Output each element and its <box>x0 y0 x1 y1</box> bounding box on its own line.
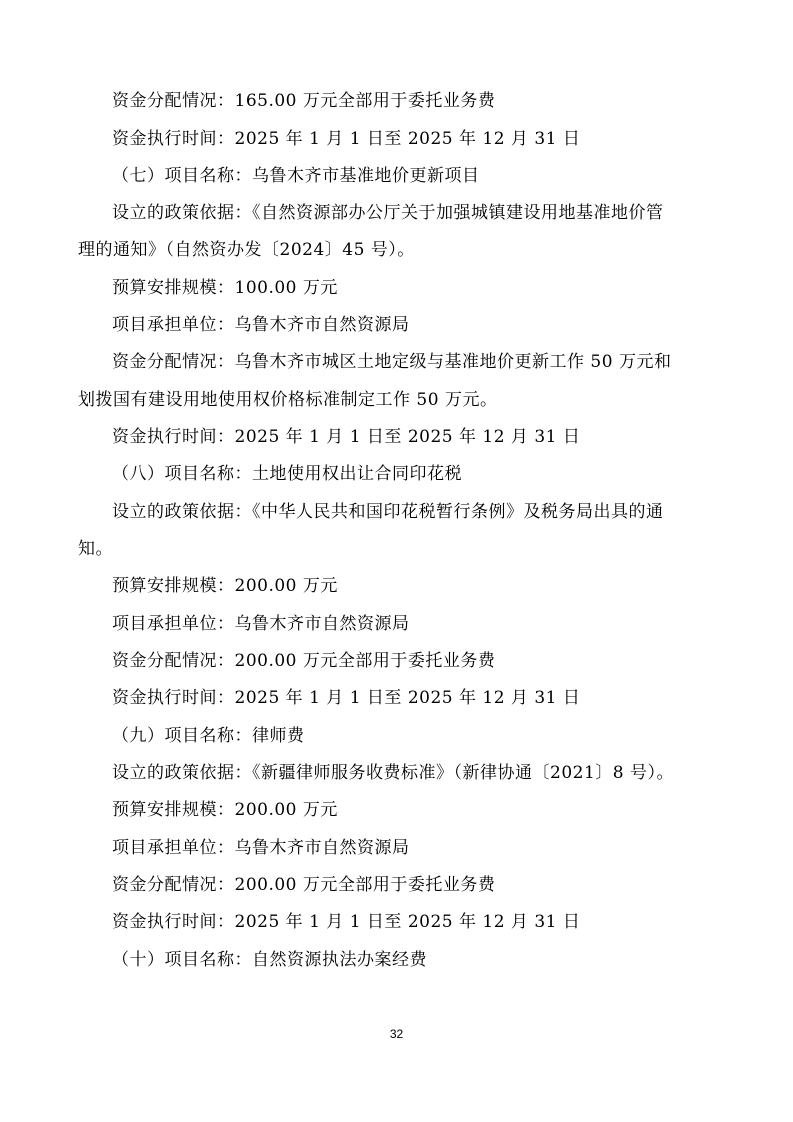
text-line: 划拨国有建设用地使用权价格标准制定工作 50 万元。 <box>78 390 498 410</box>
section-heading: （八）项目名称：土地使用权出让合同印花税 <box>112 464 462 484</box>
text-line: 设立的政策依据：《自然资源部办公厅关于加强城镇建设用地基准地价管 <box>112 203 664 223</box>
text-line: 知。 <box>78 539 113 559</box>
text-line: 预算安排规模：200.00 万元 <box>112 800 338 820</box>
page-number: 32 <box>389 1027 404 1041</box>
text-line: 资金分配情况：200.00 万元全部用于委托业务费 <box>112 651 496 671</box>
text-line: 资金执行时间：2025 年 1 月 1 日至 2025 年 12 月 31 日 <box>112 427 581 447</box>
text-line: 设立的政策依据：《中华人民共和国印花税暂行条例》及税务局出具的通 <box>112 502 664 522</box>
section-heading: （九）项目名称：律师费 <box>112 726 305 746</box>
text-line: 理的通知》（自然资办发〔2024〕45 号）。 <box>78 240 415 260</box>
text-line: 资金分配情况：乌鲁木齐市城区土地定级与基准地价更新工作 50 万元和 <box>112 352 672 372</box>
text-line: 资金执行时间：2025 年 1 月 1 日至 2025 年 12 月 31 日 <box>112 688 581 708</box>
text-line: 项目承担单位：乌鲁木齐市自然资源局 <box>112 315 410 335</box>
text-line: 预算安排规模：200.00 万元 <box>112 576 338 596</box>
text-line: 资金分配情况：165.00 万元全部用于委托业务费 <box>112 91 496 111</box>
text-line: 资金执行时间：2025 年 1 月 1 日至 2025 年 12 月 31 日 <box>112 912 581 932</box>
text-line: 设立的政策依据：《新疆律师服务收费标准》（新律协通〔2021〕8 号）。 <box>112 763 674 783</box>
text-line: 预算安排规模：100.00 万元 <box>112 278 338 298</box>
section-heading: （十）项目名称：自然资源执法办案经费 <box>112 950 427 970</box>
text-line: 项目承担单位：乌鲁木齐市自然资源局 <box>112 614 410 634</box>
text-line: 资金分配情况：200.00 万元全部用于委托业务费 <box>112 875 496 895</box>
text-line: 资金执行时间：2025 年 1 月 1 日至 2025 年 12 月 31 日 <box>112 129 581 149</box>
text-line: 项目承担单位：乌鲁木齐市自然资源局 <box>112 838 410 858</box>
section-heading: （七）项目名称：乌鲁木齐市基准地价更新项目 <box>112 166 480 186</box>
